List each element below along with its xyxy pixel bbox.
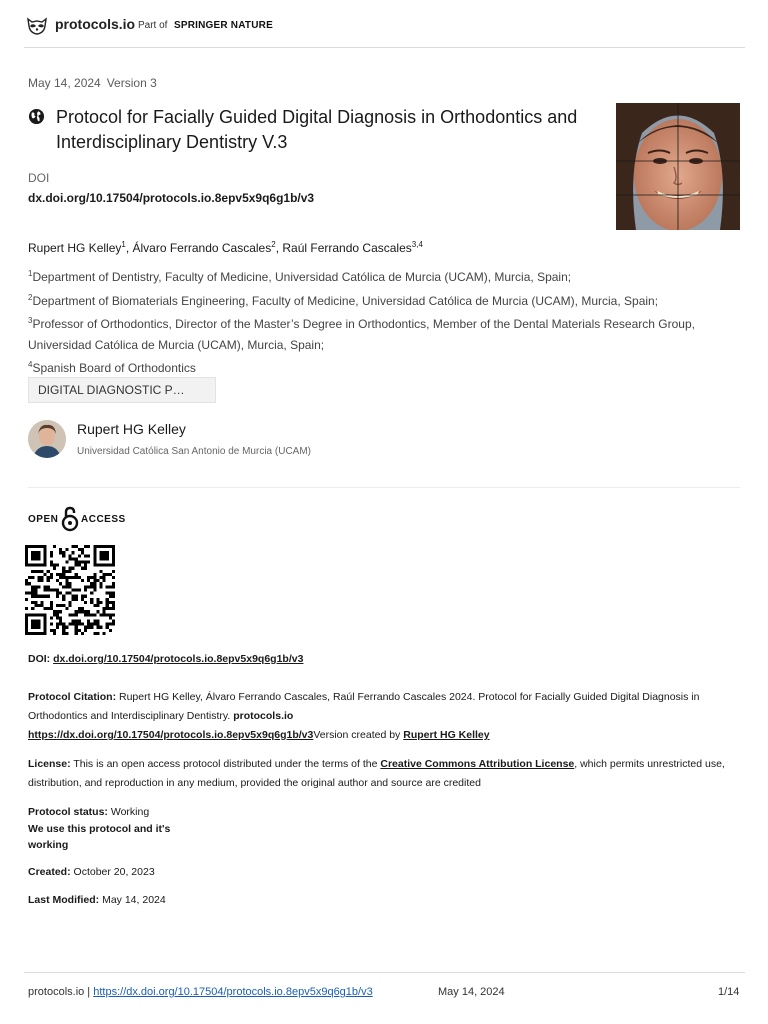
doi-link[interactable]: dx.doi.org/10.17504/protocols.io.8epv5x9q6g1b/v3 [53, 653, 304, 665]
raccoon-logo-icon[interactable] [26, 16, 48, 36]
affiliation-item: $^4$Spanish Board of Orthodontics [28, 360, 196, 375]
publication-date: May 14, 2024 Version 3 [28, 76, 157, 90]
version-label: Version 3 [106, 76, 157, 90]
avatar-illustration [28, 420, 66, 458]
keyword-chip[interactable]: DIGITAL DIAGNOSTIC P… [28, 377, 216, 403]
open-access-lock-icon [61, 506, 79, 532]
facial-photo [616, 103, 740, 230]
license: License: This is an open access protocol distributed under the terms of the Creative Commons Attribution License, which permits unrestricted use, distribution, and reproduction in any medium, provided the original author and source are credited [28, 758, 725, 789]
section-divider [28, 487, 740, 488]
globe-icon [28, 108, 45, 125]
protocol-citation: Protocol Citation: Rupert HG Kelley, Álvaro Ferrando Cascales, Raúl Ferrando Cascales 2024. Protocol for Facially Guided Digital Diagnosis in Orthodontics and Interdisciplinary Dentistry. protocols.io https://dx.doi.org/10.17504/protocols.io.8epv5x9q6g1b/v3Version created by Rupert HG Kelley [28, 691, 700, 741]
author-name[interactable]: Álvaro Ferrando Cascales [132, 241, 272, 255]
doi-value[interactable]: dx.doi.org/10.17504/protocols.io.8epv5x9q6g1b/v3 [28, 191, 315, 205]
doi-line: DOI: dx.doi.org/10.17504/protocols.io.8epv5x9q6g1b/v3 [28, 653, 304, 665]
doi-label: DOI [28, 171, 50, 185]
affiliation-item: $^1$Department of Dentistry, Faculty of Medicine, Universidad Católica de Murcia (UCAM), Murcia, Spain; [28, 269, 572, 284]
page-header [0, 0, 768, 48]
footer-date: May 14, 2024 [438, 986, 505, 998]
author-name[interactable]: Rupert HG Kelley [28, 241, 122, 255]
footer-divider [24, 972, 745, 973]
open-access-access: ACCESS [81, 514, 126, 525]
site-name[interactable]: protocols.io [55, 16, 136, 32]
author-list: Rupert HG Kelley$^1$, Álvaro Ferrando Cascales$^2$, Raúl Ferrando Cascales$^{3,4}$ [28, 240, 423, 255]
license-link[interactable]: Creative Commons Attribution License [380, 758, 575, 770]
page-number: 1/14 [718, 986, 740, 998]
status-value: Working [110, 806, 150, 818]
protocol-title: Protocol for Facially Guided Digital Diagnosis in Orthodontics and Interdisciplinary Dentistry V.3 [56, 107, 578, 152]
footer-doi-link[interactable]: https://dx.doi.org/10.17504/protocols.io.8epv5x9q6g1b/v3 [93, 986, 373, 998]
citation-doi-link[interactable]: https://dx.doi.org/10.17504/protocols.io.8epv5x9q6g1b/v3 [28, 729, 314, 741]
publisher-logo-text: SPRINGER NATURE [174, 20, 273, 31]
protocol-status: Protocol status: Working We use this protocol and it's working [28, 806, 171, 851]
avatar[interactable] [28, 420, 66, 458]
affiliation-item: $^3$Professor of Orthodontics, Director of the Master’s Degree in Orthodontics, Member of the Dental Materials Research Group, Universidad Católica de Murcia (UCAM), Murcia, Spain; [28, 316, 695, 352]
open-access-open: OPEN [28, 514, 59, 525]
citation-journal: protocols.io [233, 710, 294, 722]
header-divider [24, 47, 745, 48]
corresponding-author-name[interactable]: Rupert HG Kelley [77, 421, 186, 437]
created-by-link[interactable]: Rupert HG Kelley [403, 729, 490, 741]
qr-code[interactable] [25, 545, 115, 635]
footer-source: protocols.io | https://dx.doi.org/10.17504/protocols.io.8epv5x9q6g1b/v3 [28, 986, 373, 998]
corresponding-author-institution: Universidad Católica San Antonio de Murcia (UCAM) [77, 446, 311, 457]
author-name[interactable]: Raúl Ferrando Cascales [282, 241, 412, 255]
part-of-label: Part of [138, 20, 168, 31]
last-modified-date: Last Modified: May 14, 2024 [28, 894, 166, 906]
face-illustration [616, 103, 740, 230]
created-date: Created: October 20, 2023 [28, 866, 155, 878]
affiliation-item: $^2$Department of Biomaterials Engineering, Faculty of Medicine, Universidad Católica de Murcia (UCAM), Murcia, Spain; [28, 292, 659, 308]
status-note: We use this protocol and it's [28, 822, 171, 835]
affiliations [28, 264, 728, 379]
